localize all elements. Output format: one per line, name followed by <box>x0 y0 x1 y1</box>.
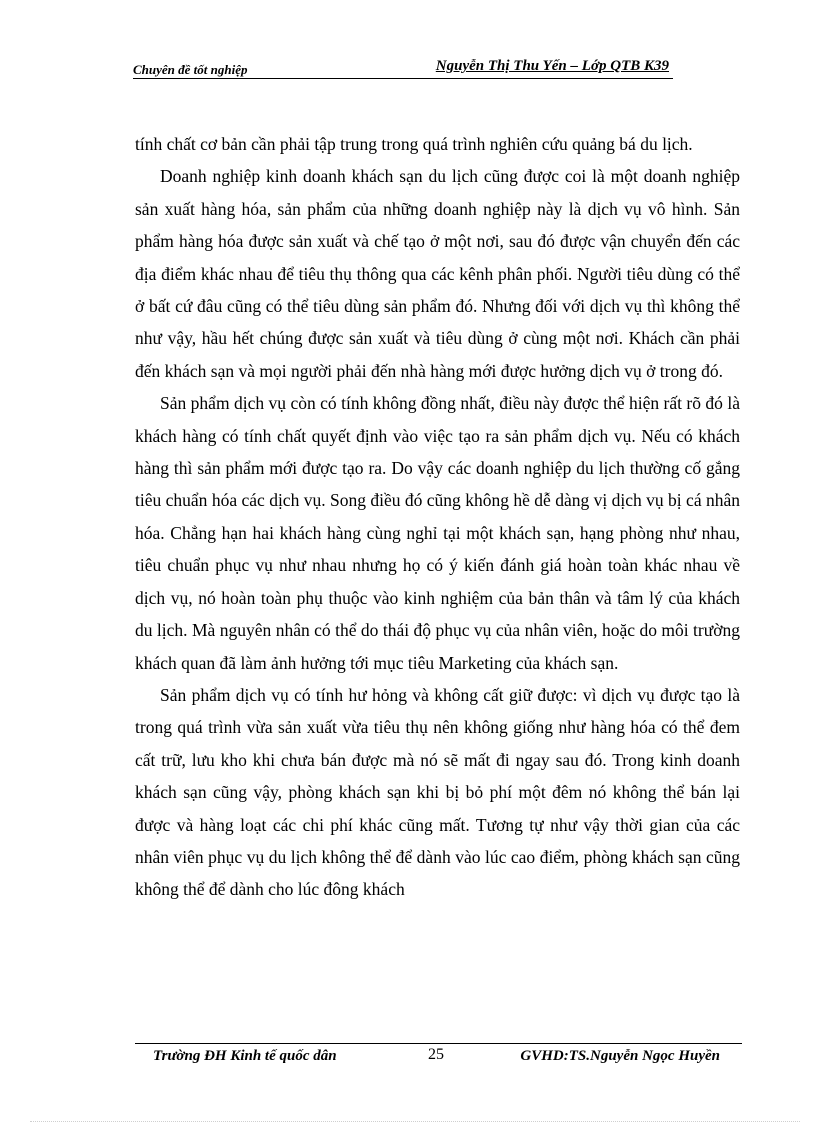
paragraph: Doanh nghiệp kinh doanh khách sạn du lịch cũng được coi là một doanh nghiệp sản xuất hàng hóa, sản phẩm của những doanh nghiệp này là dịch vụ vô hình. Sản phẩm hàng hóa được sản xuất và chế tạo ở một nơi, sau đó được vận chuyển đến các địa điểm khác nhau để tiêu thụ thông qua các kênh phân phối. Người tiêu dùng có thể ở bất cứ đâu cũng có thể tiêu dùng sản phẩm đó. Nhưng đối với dịch vụ thì không thể như vậy, hầu hết chúng được sản xuất và tiêu dùng ở cùng một nơi. Khách cần phải đến khách sạn và mọi người phải đến nhà hàng mới được hưởng dịch vụ ở trong đó. <box>135 166 740 381</box>
page-edge-divider <box>30 1121 800 1122</box>
header-author: Nguyễn Thị Thu Yến – Lớp QTB K39 <box>435 58 669 74</box>
paragraph: Sản phẩm dịch vụ có tính hư hỏng và không cất giữ được: vì dịch vụ được tạo là trong quá trình vừa sản xuất vừa tiêu thụ nên không giống như hàng hóa có thể đem cất trữ, lưu kho khi chưa bán được mà nó sẽ mất đi ngay sau đó. Trong kinh doanh khách sạn cũng vậy, phòng khách sạn khi bị bỏ phí một đêm nó không thể bán lại được và hàng loạt các chi phí khác cũng mất. Tương tự như vậy thời gian của các nhân viên phục vụ du lịch không thể để dành vào lúc cao điểm, phòng khách sạn cũng không thể để dành cho lúc đông khách <box>135 684 740 900</box>
footer-supervisor: GVHD:TS.Nguyễn Ngọc Huyền <box>520 1048 720 1064</box>
paragraph: Sản phẩm dịch vụ còn có tính không đồng nhất, điều này được thể hiện rất rõ đó là khách hàng có tính chất quyết định vào việc tạo ra sản phẩm dịch vụ. Nếu có khách hàng thì sản phẩm mới được tạo ra. Do vậy các doanh nghiệp du lịch thường cố gắng tiêu chuẩn hóa các dịch vụ. Song điều đó cũng không hề dễ dàng vị dịch vụ bị cá nhân hóa. Chẳng hạn hai khách hàng cùng nghỉ tại một khách sạn, hạng phòng như nhau, tiêu chuẩn phục vụ như nhau nhưng họ có ý kiến đánh giá hoàn toàn khác nhau về dịch vụ, nó hoàn toàn phụ thuộc vào kinh nghiệm của bản thân và tâm lý của khách du lịch. Mà nguyên nhân có thể do thái độ phục vụ của nhân viên, hoặc do môi trường khách quan đã làm ảnh hưởng tới mục tiêu Marketing của khách sạn. <box>135 393 740 673</box>
footer-university: Trường ĐH Kinh tế quốc dân <box>153 1048 337 1064</box>
footer-divider <box>135 1043 742 1044</box>
page-number: 25 <box>428 1046 444 1063</box>
body-text <box>135 128 740 906</box>
page-footer <box>135 1046 742 1070</box>
header-course-title: Chuyên đề tốt nghiệp <box>133 62 248 77</box>
page-header <box>133 56 673 79</box>
paragraph: tính chất cơ bản cần phải tập trung trong quá trình nghiên cứu quảng bá du lịch. <box>135 134 693 154</box>
